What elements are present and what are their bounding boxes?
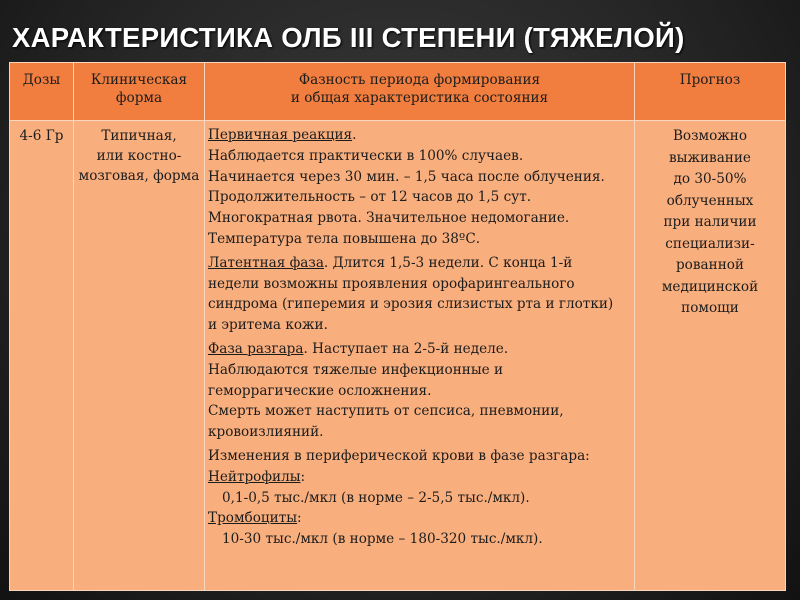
platelets-value: 10‑30 тыс./мкл (в норме – 180-320 тыс./мкл). [222, 531, 543, 548]
prognosis-line: при наличии [663, 214, 757, 230]
prognosis-line: выживание [669, 149, 751, 166]
peak-phase-line: кровоизлияний. [208, 424, 324, 441]
neutrophils-colon: : [300, 468, 306, 485]
radiation-sickness-table [9, 62, 786, 591]
prognosis-line: помощи [681, 300, 739, 316]
primary-reaction-line: Продолжительность – от 12 часов до 1,5 сут. [208, 189, 532, 206]
neutrophils-label-line [208, 467, 632, 488]
header-phases [205, 63, 635, 121]
header-doses-label: Дозы [22, 72, 61, 88]
primary-reaction-heading: Первичная реакция [208, 127, 353, 143]
prognosis-line: облученных [666, 192, 754, 209]
latent-phase-heading: Латентная фаза [208, 254, 324, 271]
peak-phase-block [208, 339, 632, 443]
peak-phase-line: Смерть может наступить от сепсиса, пневмонии, [208, 403, 564, 420]
header-phase-line-1: Фазность периода формирования [298, 72, 541, 88]
primary-reaction-heading-line [208, 125, 632, 146]
dose-cell [10, 121, 74, 591]
prognosis-line: специализи- [665, 235, 755, 252]
header-prognosis-label: Прогноз [679, 72, 741, 88]
prognosis-cell [635, 121, 786, 591]
peak-phase-heading: Фаза разгара [208, 340, 304, 357]
latent-phase-first-line-rest: . Длится 1,5‑3 недели. С конца 1‑й [323, 254, 573, 271]
latent-phase-line: и эритема кожи. [208, 317, 328, 334]
primary-reaction-block [208, 125, 632, 250]
primary-reaction-line: Многократная рвота. Значительное недомогание. [208, 210, 570, 227]
peak-phase-heading-line [208, 339, 632, 360]
primary-reaction-line: Наблюдается практически в 100% случаев. [208, 147, 524, 164]
latent-phase-block [208, 253, 632, 336]
blood-changes-intro: Изменения в периферической крови в фазе разгара: [208, 447, 590, 464]
header-phase-line-2: и общая характеристика состояния [290, 90, 549, 106]
platelets-label-line [208, 508, 632, 529]
platelets-colon: : [297, 510, 302, 527]
latent-phase-line: недели возможны проявления орофарингеального [208, 275, 575, 292]
form-line: Типичная, [101, 128, 177, 144]
form-line: или костно- [96, 148, 182, 164]
peak-phase-first-line-rest: . Наступает на 2-5-й неделе. [303, 340, 509, 357]
latent-phase-heading-line [208, 253, 632, 274]
form-line: мозговая, форма [78, 168, 200, 184]
prognosis-line: медицинской [661, 278, 759, 295]
peak-phase-line: Наблюдаются тяжелые инфекционные и [208, 361, 504, 378]
clinical-form-cell [74, 121, 205, 591]
prognosis-line: рованной [675, 257, 744, 273]
phases-cell [205, 121, 635, 591]
slide-title: ХАРАКТЕРИСТИКА ОЛБ III СТЕПЕНИ (ТЯЖЕЛОЙ) [12, 22, 685, 53]
primary-reaction-line: Начинается через 30 мин. – 1,5 часа после облучения. [208, 168, 605, 185]
header-form-line-2: форма [115, 90, 163, 106]
prognosis-line: до 30-50% [673, 171, 747, 187]
peak-phase-line: геморрагические осложнения. [208, 382, 432, 399]
prognosis-line: Возможно [672, 128, 748, 144]
neutrophils-label: Нейтрофилы [208, 468, 301, 485]
neutrophils-value: 0,1-0,5 тыс./мкл (в норме – 2-5,5 тыс./мкл). [222, 489, 530, 506]
latent-phase-line: синдрома (гиперемия и эрозия слизистых рта и глотки) [208, 296, 614, 313]
platelets-label: Тромбоциты [208, 510, 298, 527]
table-row [10, 121, 786, 591]
primary-reaction-line: Температура тела повышена до 38ºС. [208, 230, 481, 247]
table-header-row [10, 63, 786, 121]
blood-changes-block [208, 446, 632, 550]
header-clinical-form [74, 63, 205, 121]
header-doses [10, 63, 74, 121]
dose-value: 4-6 Гр [19, 128, 64, 144]
header-prognosis [635, 63, 786, 121]
primary-reaction-heading-suffix: . [352, 127, 357, 143]
header-form-line-1: Клиническая [90, 72, 188, 88]
